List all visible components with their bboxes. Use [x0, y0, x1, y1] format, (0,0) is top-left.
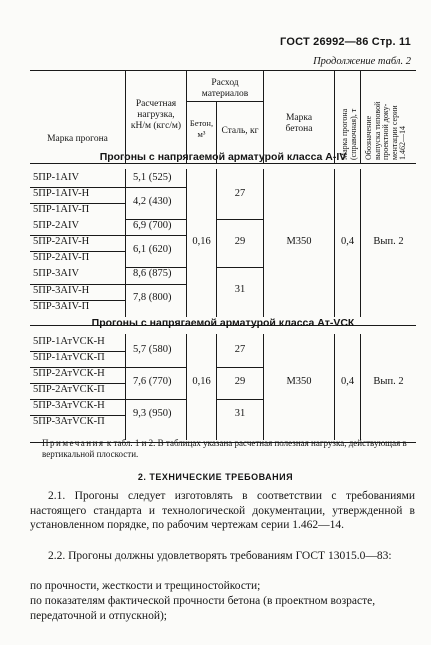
table-cell-load: 7,8 (800) — [133, 292, 172, 303]
table-cell-mark: 5ПР-1AIV-Н — [33, 188, 90, 199]
table-cell-grade: М350 — [286, 376, 312, 387]
table-cell-load: 7,6 (770) — [133, 376, 172, 387]
table-cell-mass: 0,4 — [340, 376, 355, 387]
table-cell-steel: 31 — [234, 408, 246, 419]
table-cell-concrete: 0,16 — [192, 376, 211, 387]
table-cell-mark: 5ПР-3AIV — [33, 268, 80, 279]
table-cell-mark: 5ПР-1AIV-П — [33, 204, 90, 215]
table-cell-mark: 5ПР-2AIV-Н — [33, 236, 90, 247]
section-heading: 2. ТЕХНИЧЕСКИЕ ТРЕБОВАНИЯ — [137, 472, 294, 482]
table-cell-load: 8,6 (875) — [133, 268, 172, 279]
table-cell-mark: 5ПР-2АтVСК-Н — [33, 368, 105, 379]
table-notes — [42, 438, 418, 460]
table-cell-mark: 5ПР-3АтVСК-Н — [33, 400, 105, 411]
notes-label: Примечания — [42, 438, 105, 448]
products-table — [30, 70, 416, 442]
table-cell-mark: 5ПР-2AIV — [33, 220, 80, 231]
paragraph-2-1: 2.1. Прогоны следует изготовлять в соответствии с требованиями настоящего стандарта и технологической документации, утвержденной в установленном порядке, по рабочим чертежам серии 1.462—14. — [30, 490, 415, 531]
table-cell-concrete: 0,16 — [192, 236, 211, 247]
table-cell-mark: 5ПР-3AIV-П — [33, 301, 90, 312]
table-cell-load: 5,7 (580) — [133, 344, 172, 355]
col-header-mark: Марка прогона — [47, 134, 108, 144]
notes-text: к табл. 1 и 2. В таблицах указана расчетная полезная нагрузка, действующая в вертикальной плоскости. — [42, 438, 407, 459]
table-cell-steel: 27 — [234, 344, 246, 355]
table-cell-steel: 29 — [234, 376, 246, 387]
table-cell-mark: 5ПР-3АтVСК-П — [33, 416, 105, 427]
table-cell-mark: 5ПР-1АтVСК-П — [33, 352, 105, 363]
table-cell-mark: 5ПР-1AIV — [33, 172, 80, 183]
section2-title: Прогоны с напрягаемой арматурой класса Ат-VСК — [91, 317, 355, 329]
table-cell-mark: 5ПР-1АтVСК-Н — [33, 336, 105, 347]
table-cell-load: 9,3 (950) — [133, 408, 172, 419]
page-header: ГОСТ 26992—86 Стр. 11 — [280, 36, 411, 48]
table-cell-mass: 0,4 — [340, 236, 355, 247]
table-cell-designation: Вып. 2 — [373, 376, 404, 387]
table-cell-steel: 29 — [234, 236, 246, 247]
table-cell-load: 6,9 (700) — [133, 220, 172, 231]
table-cell-mark: 5ПР-2АтVСК-П — [33, 384, 105, 395]
table-cell-mark: 5ПР-2AIV-П — [33, 252, 90, 263]
table-cell-mark: 5ПР-3AIV-Н — [33, 285, 90, 296]
col-header-load: Расчетная нагрузка, кН/м (кгс/м) — [130, 99, 182, 131]
col-header-concrete-grade: Марка бетона — [285, 113, 313, 134]
col-header-consumption: Расход материалов — [201, 78, 249, 99]
col-header-concrete: Бетон, м³ — [189, 118, 214, 139]
col-header-designation: Обозначение выпуска типовой проектной доку- ментации серии 1.462—14 — [364, 101, 407, 160]
table-continuation-label: Продолжение табл. 2 — [313, 56, 411, 67]
table-cell-steel: 31 — [234, 284, 246, 295]
table-cell-load: 5,1 (525) — [133, 172, 172, 183]
col-header-mass: Марка прогона (справочная), т — [340, 108, 358, 160]
paragraph-item-strength: по прочности, жесткости и трещиностойкости; — [30, 580, 261, 592]
table-cell-load: 4,2 (430) — [133, 196, 172, 207]
table-cell-steel: 27 — [234, 188, 246, 199]
table-cell-load: 6,1 (620) — [133, 244, 172, 255]
paragraph-item-concrete: по показателям фактической прочности бетона (в проектном возрасте, передаточной и отпускной); — [30, 595, 376, 622]
paragraph-2-2: 2.2. Прогоны должны удовлетворять требованиям ГОСТ 13015.0—83: — [48, 550, 392, 562]
table-cell-designation: Вып. 2 — [373, 236, 404, 247]
section1-title: Прогоны с напрягаемой арматурой класса А-IV — [99, 151, 347, 163]
table-cell-grade: М350 — [286, 236, 312, 247]
col-header-steel: Сталь, кг — [221, 126, 259, 136]
